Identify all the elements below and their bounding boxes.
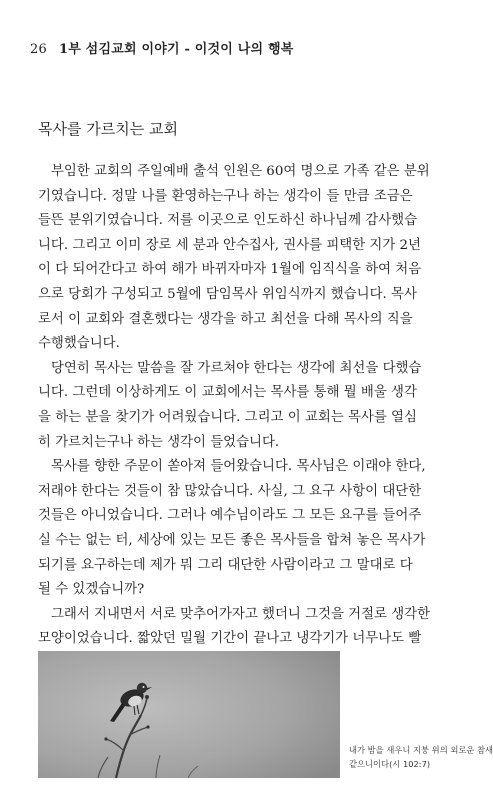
text-line: 목사를 향한 주문이 쏟아져 들어왔습니다. 목사님은 이래야 한다, [51, 459, 426, 475]
text-line: 되기를 요구하는데 제가 뭐 그리 대단한 사람이라고 그 말대로 다 [38, 557, 413, 573]
text-line: 이 다 되어간다고 하여 해가 바뀌자마자 1월에 임직식을 하여 처음 [38, 262, 422, 278]
text-line: 로서 이 교회와 결혼했다는 생각을 하고 최선을 다해 목사의 직을 [38, 311, 413, 327]
caption-line: 내가 밤을 새우니 지붕 위의 외로운 참새 [349, 745, 493, 755]
body-text [38, 160, 436, 676]
text-line: 실 수는 없는 터, 세상에 있는 모든 좋은 목사들을 합쳐 놓은 목사가 [38, 532, 426, 548]
text-line: 부임한 교회의 주일예배 출석 인원은 60여 명으로 가족 같은 분위 [51, 164, 430, 179]
text-line: 니다. 그런데 이상하게도 이 교회에서는 목사를 통해 뭘 배울 생각 [38, 385, 417, 401]
text-line: 것들은 아니었습니다. 그러나 예수님이라도 그 모든 요구를 들어주 [38, 508, 422, 524]
text-line: 니다. 그리고 이미 장로 세 분과 안수집사, 권사를 피택한 지가 2년 [38, 237, 421, 253]
text-line: 을 하는 분을 찾기가 어려웠습니다. 그리고 이 교회는 목사를 열심 [38, 409, 417, 425]
text-line: 저래야 한다는 것들이 참 많았습니다. 사실, 그 요구 사항이 대단한 [38, 483, 422, 499]
text-line: 그래서 지내면서 서로 맞추어가자고 했더니 그것을 거절로 생각한 [51, 606, 431, 622]
running-title: 1부 섬김교회 이야기 - 이것이 나의 행복 [58, 42, 294, 57]
caption-line: 같으니이다(시 102:7) [349, 758, 431, 769]
text-line: 기였습니다. 정말 나를 환영하는구나 하는 생각이 들 만큼 조금은 [38, 188, 413, 204]
text-line: 될 수 있겠습니까? [38, 582, 145, 598]
text-line: 수행했습니다. [38, 336, 120, 352]
page-number: 26 [30, 42, 47, 57]
text-line: 히 가르치는구나 하는 생각이 들었습니다. [38, 434, 280, 450]
text-line: 모양이었습니다. 짧았던 밀월 기간이 끝나고 냉각기가 너무나도 빨 [38, 631, 422, 647]
section-title: 목사를 가르치는 교회 [38, 120, 178, 138]
text-line: 으로 당회가 구성되고 5월에 담임목사 위임식까지 했습니다. 목사 [38, 286, 417, 302]
photo-caption [349, 744, 493, 771]
bird-on-branch-icon [38, 651, 340, 778]
bird-photo [38, 651, 340, 778]
running-header [30, 38, 294, 57]
text-line: 들뜬 분위기였습니다. 저를 이곳으로 인도하신 하나님께 감사했습 [38, 213, 418, 229]
text-line: 당연히 목사는 말씀을 잘 가르쳐야 한다는 생각에 최선을 다했습 [51, 360, 422, 376]
